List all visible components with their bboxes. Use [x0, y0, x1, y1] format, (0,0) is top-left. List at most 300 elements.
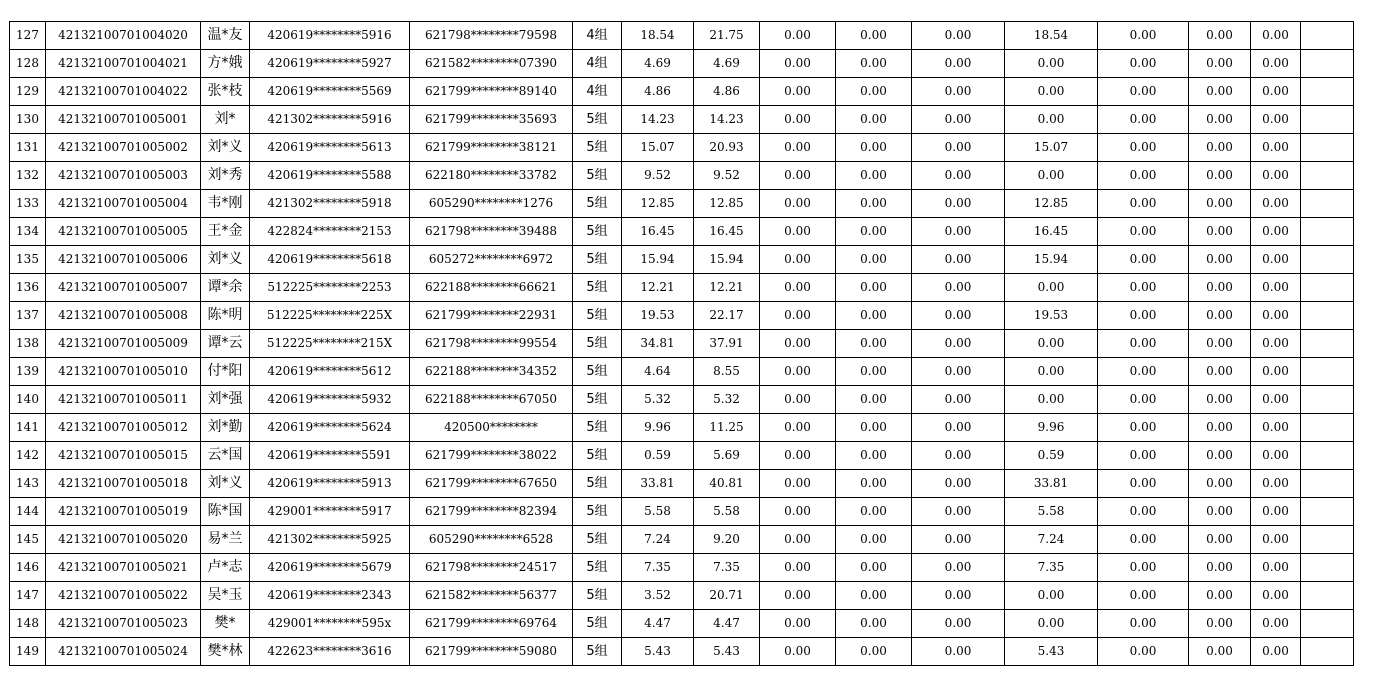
cell-index: 128	[10, 50, 46, 78]
cell-amount-8: 0.00	[1189, 442, 1251, 470]
cell-amount-1: 15.94	[622, 246, 694, 274]
cell-index: 135	[10, 246, 46, 274]
cell-index: 137	[10, 302, 46, 330]
cell-amount-5: 0.00	[912, 134, 1005, 162]
cell-amount-7: 0.00	[1098, 190, 1189, 218]
cell-group: 5组	[573, 218, 622, 246]
cell-amount-9: 0.00	[1251, 106, 1301, 134]
cell-blank	[1301, 386, 1354, 414]
cell-amount-1: 9.96	[622, 414, 694, 442]
table-row	[10, 554, 1354, 582]
cell-amount-1: 7.24	[622, 526, 694, 554]
cell-bank-account: 621798********24517	[410, 554, 573, 582]
table-row	[10, 302, 1354, 330]
cell-index: 140	[10, 386, 46, 414]
cell-amount-4: 0.00	[836, 22, 912, 50]
cell-id-number: 512225********225X	[250, 302, 410, 330]
cell-index: 131	[10, 134, 46, 162]
cell-household-id: 42132100701005020	[46, 526, 201, 554]
cell-index: 139	[10, 358, 46, 386]
cell-amount-6: 18.54	[1005, 22, 1098, 50]
cell-amount-5: 0.00	[912, 414, 1005, 442]
cell-id-number: 421302********5925	[250, 526, 410, 554]
cell-group: 5组	[573, 302, 622, 330]
cell-amount-2: 12.21	[694, 274, 760, 302]
cell-amount-8: 0.00	[1189, 386, 1251, 414]
cell-name: 刘*	[201, 106, 250, 134]
cell-blank	[1301, 218, 1354, 246]
cell-id-number: 422623********3616	[250, 638, 410, 666]
cell-group: 5组	[573, 414, 622, 442]
cell-amount-7: 0.00	[1098, 106, 1189, 134]
cell-name: 刘*秀	[201, 162, 250, 190]
data-table	[9, 21, 1354, 666]
cell-amount-5: 0.00	[912, 302, 1005, 330]
cell-bank-account: 420500********	[410, 414, 573, 442]
cell-amount-3: 0.00	[760, 386, 836, 414]
cell-amount-7: 0.00	[1098, 218, 1189, 246]
cell-amount-8: 0.00	[1189, 22, 1251, 50]
cell-amount-7: 0.00	[1098, 78, 1189, 106]
cell-amount-3: 0.00	[760, 330, 836, 358]
table-row	[10, 190, 1354, 218]
cell-group: 5组	[573, 526, 622, 554]
cell-blank	[1301, 78, 1354, 106]
cell-name: 樊*	[201, 610, 250, 638]
table-row	[10, 442, 1354, 470]
cell-amount-5: 0.00	[912, 526, 1005, 554]
cell-amount-7: 0.00	[1098, 22, 1189, 50]
cell-bank-account: 605290********6528	[410, 526, 573, 554]
cell-amount-8: 0.00	[1189, 638, 1251, 666]
cell-amount-5: 0.00	[912, 330, 1005, 358]
cell-blank	[1301, 610, 1354, 638]
cell-amount-6: 7.24	[1005, 526, 1098, 554]
cell-amount-3: 0.00	[760, 526, 836, 554]
cell-blank	[1301, 134, 1354, 162]
table-row	[10, 414, 1354, 442]
cell-household-id: 42132100701005018	[46, 470, 201, 498]
cell-amount-1: 7.35	[622, 554, 694, 582]
cell-group: 5组	[573, 470, 622, 498]
cell-index: 138	[10, 330, 46, 358]
cell-amount-9: 0.00	[1251, 246, 1301, 274]
cell-amount-7: 0.00	[1098, 358, 1189, 386]
cell-blank	[1301, 302, 1354, 330]
table-row	[10, 106, 1354, 134]
cell-id-number: 422824********2153	[250, 218, 410, 246]
cell-name: 刘*义	[201, 246, 250, 274]
cell-group: 5组	[573, 498, 622, 526]
cell-amount-7: 0.00	[1098, 526, 1189, 554]
cell-amount-7: 0.00	[1098, 470, 1189, 498]
cell-amount-6: 7.35	[1005, 554, 1098, 582]
cell-amount-4: 0.00	[836, 386, 912, 414]
cell-blank	[1301, 638, 1354, 666]
cell-amount-4: 0.00	[836, 330, 912, 358]
cell-group: 5组	[573, 610, 622, 638]
table-row	[10, 22, 1354, 50]
cell-id-number: 421302********5916	[250, 106, 410, 134]
cell-amount-5: 0.00	[912, 50, 1005, 78]
cell-amount-2: 4.69	[694, 50, 760, 78]
cell-name: 刘*义	[201, 470, 250, 498]
cell-bank-account: 621798********79598	[410, 22, 573, 50]
cell-amount-6: 0.00	[1005, 610, 1098, 638]
cell-amount-1: 5.43	[622, 638, 694, 666]
cell-amount-9: 0.00	[1251, 22, 1301, 50]
cell-amount-2: 20.93	[694, 134, 760, 162]
cell-amount-7: 0.00	[1098, 442, 1189, 470]
cell-amount-8: 0.00	[1189, 190, 1251, 218]
cell-amount-7: 0.00	[1098, 610, 1189, 638]
cell-amount-6: 16.45	[1005, 218, 1098, 246]
cell-bank-account: 621799********35693	[410, 106, 573, 134]
cell-amount-3: 0.00	[760, 554, 836, 582]
cell-id-number: 420619********5588	[250, 162, 410, 190]
cell-bank-account: 621799********59080	[410, 638, 573, 666]
cell-amount-8: 0.00	[1189, 78, 1251, 106]
cell-blank	[1301, 106, 1354, 134]
cell-amount-4: 0.00	[836, 78, 912, 106]
cell-group: 5组	[573, 638, 622, 666]
cell-blank	[1301, 274, 1354, 302]
cell-blank	[1301, 190, 1354, 218]
cell-amount-2: 21.75	[694, 22, 760, 50]
cell-household-id: 42132100701005001	[46, 106, 201, 134]
cell-name: 刘*强	[201, 386, 250, 414]
cell-id-number: 420619********5569	[250, 78, 410, 106]
cell-amount-9: 0.00	[1251, 78, 1301, 106]
cell-name: 陈*国	[201, 498, 250, 526]
cell-group: 4组	[573, 22, 622, 50]
cell-id-number: 429001********5917	[250, 498, 410, 526]
cell-amount-5: 0.00	[912, 470, 1005, 498]
cell-group: 5组	[573, 330, 622, 358]
cell-amount-1: 19.53	[622, 302, 694, 330]
cell-group: 4组	[573, 50, 622, 78]
cell-index: 148	[10, 610, 46, 638]
cell-amount-8: 0.00	[1189, 610, 1251, 638]
cell-amount-7: 0.00	[1098, 330, 1189, 358]
cell-amount-3: 0.00	[760, 162, 836, 190]
cell-blank	[1301, 358, 1354, 386]
cell-amount-5: 0.00	[912, 190, 1005, 218]
cell-amount-1: 15.07	[622, 134, 694, 162]
cell-amount-1: 4.64	[622, 358, 694, 386]
cell-blank	[1301, 498, 1354, 526]
cell-amount-2: 5.69	[694, 442, 760, 470]
cell-amount-1: 12.21	[622, 274, 694, 302]
cell-amount-5: 0.00	[912, 610, 1005, 638]
table-row	[10, 50, 1354, 78]
cell-amount-3: 0.00	[760, 246, 836, 274]
cell-amount-2: 9.52	[694, 162, 760, 190]
cell-bank-account: 621799********89140	[410, 78, 573, 106]
cell-amount-9: 0.00	[1251, 358, 1301, 386]
cell-name: 谭*云	[201, 330, 250, 358]
cell-amount-7: 0.00	[1098, 414, 1189, 442]
cell-amount-2: 22.17	[694, 302, 760, 330]
cell-amount-2: 5.43	[694, 638, 760, 666]
cell-amount-2: 12.85	[694, 190, 760, 218]
cell-index: 145	[10, 526, 46, 554]
cell-blank	[1301, 22, 1354, 50]
cell-blank	[1301, 526, 1354, 554]
cell-amount-3: 0.00	[760, 134, 836, 162]
cell-group: 5组	[573, 162, 622, 190]
cell-household-id: 42132100701005019	[46, 498, 201, 526]
cell-amount-9: 0.00	[1251, 218, 1301, 246]
cell-blank	[1301, 330, 1354, 358]
cell-amount-2: 37.91	[694, 330, 760, 358]
cell-amount-6: 0.00	[1005, 106, 1098, 134]
cell-amount-3: 0.00	[760, 50, 836, 78]
cell-amount-7: 0.00	[1098, 246, 1189, 274]
cell-bank-account: 621799********22931	[410, 302, 573, 330]
cell-name: 王*金	[201, 218, 250, 246]
cell-bank-account: 621582********56377	[410, 582, 573, 610]
cell-amount-4: 0.00	[836, 582, 912, 610]
table-row	[10, 274, 1354, 302]
cell-amount-4: 0.00	[836, 414, 912, 442]
cell-id-number: 420619********5932	[250, 386, 410, 414]
cell-index: 142	[10, 442, 46, 470]
cell-amount-9: 0.00	[1251, 470, 1301, 498]
cell-bank-account: 621798********39488	[410, 218, 573, 246]
cell-blank	[1301, 414, 1354, 442]
cell-bank-account: 621799********38022	[410, 442, 573, 470]
spreadsheet-page	[9, 21, 1354, 666]
cell-amount-3: 0.00	[760, 274, 836, 302]
cell-name: 付*阳	[201, 358, 250, 386]
cell-bank-account: 621799********82394	[410, 498, 573, 526]
cell-amount-4: 0.00	[836, 134, 912, 162]
cell-bank-account: 621582********07390	[410, 50, 573, 78]
table-row	[10, 78, 1354, 106]
cell-id-number: 420619********5916	[250, 22, 410, 50]
cell-amount-8: 0.00	[1189, 526, 1251, 554]
cell-amount-3: 0.00	[760, 78, 836, 106]
cell-amount-3: 0.00	[760, 106, 836, 134]
cell-id-number: 420619********5624	[250, 414, 410, 442]
cell-group: 5组	[573, 358, 622, 386]
cell-amount-4: 0.00	[836, 526, 912, 554]
cell-amount-2: 15.94	[694, 246, 760, 274]
cell-household-id: 42132100701005015	[46, 442, 201, 470]
cell-index: 133	[10, 190, 46, 218]
cell-amount-9: 0.00	[1251, 554, 1301, 582]
cell-amount-9: 0.00	[1251, 638, 1301, 666]
cell-amount-5: 0.00	[912, 386, 1005, 414]
cell-amount-4: 0.00	[836, 162, 912, 190]
table-row	[10, 526, 1354, 554]
cell-index: 141	[10, 414, 46, 442]
cell-amount-2: 5.32	[694, 386, 760, 414]
cell-index: 134	[10, 218, 46, 246]
cell-amount-8: 0.00	[1189, 106, 1251, 134]
cell-index: 127	[10, 22, 46, 50]
cell-blank	[1301, 554, 1354, 582]
cell-id-number: 512225********2253	[250, 274, 410, 302]
cell-amount-6: 33.81	[1005, 470, 1098, 498]
cell-household-id: 42132100701005007	[46, 274, 201, 302]
cell-household-id: 42132100701005022	[46, 582, 201, 610]
table-row	[10, 162, 1354, 190]
cell-amount-1: 33.81	[622, 470, 694, 498]
table-row	[10, 498, 1354, 526]
cell-index: 130	[10, 106, 46, 134]
cell-amount-1: 9.52	[622, 162, 694, 190]
cell-group: 5组	[573, 106, 622, 134]
cell-amount-9: 0.00	[1251, 582, 1301, 610]
cell-amount-7: 0.00	[1098, 498, 1189, 526]
cell-amount-4: 0.00	[836, 554, 912, 582]
cell-amount-7: 0.00	[1098, 638, 1189, 666]
cell-index: 146	[10, 554, 46, 582]
cell-index: 144	[10, 498, 46, 526]
cell-bank-account: 622180********33782	[410, 162, 573, 190]
cell-household-id: 42132100701004022	[46, 78, 201, 106]
cell-amount-6: 0.00	[1005, 386, 1098, 414]
table-row	[10, 470, 1354, 498]
cell-group: 5组	[573, 274, 622, 302]
cell-amount-1: 0.59	[622, 442, 694, 470]
cell-amount-7: 0.00	[1098, 386, 1189, 414]
cell-household-id: 42132100701005010	[46, 358, 201, 386]
cell-amount-3: 0.00	[760, 190, 836, 218]
cell-amount-5: 0.00	[912, 638, 1005, 666]
cell-group: 5组	[573, 582, 622, 610]
cell-amount-6: 0.00	[1005, 358, 1098, 386]
cell-amount-1: 16.45	[622, 218, 694, 246]
cell-amount-2: 5.58	[694, 498, 760, 526]
cell-amount-9: 0.00	[1251, 498, 1301, 526]
cell-amount-2: 4.86	[694, 78, 760, 106]
cell-amount-1: 34.81	[622, 330, 694, 358]
cell-amount-9: 0.00	[1251, 134, 1301, 162]
cell-blank	[1301, 582, 1354, 610]
cell-amount-9: 0.00	[1251, 162, 1301, 190]
cell-id-number: 420619********5618	[250, 246, 410, 274]
cell-name: 云*国	[201, 442, 250, 470]
cell-household-id: 42132100701005024	[46, 638, 201, 666]
cell-amount-7: 0.00	[1098, 582, 1189, 610]
cell-amount-2: 16.45	[694, 218, 760, 246]
cell-amount-9: 0.00	[1251, 330, 1301, 358]
cell-bank-account: 621798********99554	[410, 330, 573, 358]
cell-amount-3: 0.00	[760, 498, 836, 526]
table-row	[10, 386, 1354, 414]
cell-index: 147	[10, 582, 46, 610]
cell-amount-5: 0.00	[912, 218, 1005, 246]
cell-amount-9: 0.00	[1251, 526, 1301, 554]
cell-name: 温*友	[201, 22, 250, 50]
cell-amount-4: 0.00	[836, 358, 912, 386]
cell-amount-3: 0.00	[760, 470, 836, 498]
cell-group: 5组	[573, 386, 622, 414]
cell-household-id: 42132100701005012	[46, 414, 201, 442]
cell-amount-1: 4.47	[622, 610, 694, 638]
cell-amount-2: 4.47	[694, 610, 760, 638]
cell-group: 5组	[573, 134, 622, 162]
cell-amount-5: 0.00	[912, 246, 1005, 274]
table-row	[10, 246, 1354, 274]
cell-amount-7: 0.00	[1098, 554, 1189, 582]
cell-id-number: 420619********5927	[250, 50, 410, 78]
cell-group: 5组	[573, 554, 622, 582]
cell-amount-5: 0.00	[912, 554, 1005, 582]
cell-household-id: 42132100701005021	[46, 554, 201, 582]
cell-amount-3: 0.00	[760, 442, 836, 470]
cell-blank	[1301, 246, 1354, 274]
table-row	[10, 638, 1354, 666]
cell-household-id: 42132100701005004	[46, 190, 201, 218]
cell-index: 136	[10, 274, 46, 302]
cell-amount-7: 0.00	[1098, 134, 1189, 162]
cell-amount-5: 0.00	[912, 358, 1005, 386]
cell-amount-9: 0.00	[1251, 190, 1301, 218]
cell-amount-8: 0.00	[1189, 246, 1251, 274]
cell-amount-3: 0.00	[760, 22, 836, 50]
cell-household-id: 42132100701005006	[46, 246, 201, 274]
table-row	[10, 358, 1354, 386]
cell-amount-4: 0.00	[836, 302, 912, 330]
cell-id-number: 420619********5679	[250, 554, 410, 582]
cell-household-id: 42132100701005023	[46, 610, 201, 638]
cell-amount-5: 0.00	[912, 106, 1005, 134]
cell-amount-1: 12.85	[622, 190, 694, 218]
cell-amount-9: 0.00	[1251, 50, 1301, 78]
cell-amount-6: 0.00	[1005, 162, 1098, 190]
cell-amount-3: 0.00	[760, 582, 836, 610]
cell-amount-6: 0.00	[1005, 582, 1098, 610]
cell-blank	[1301, 162, 1354, 190]
cell-amount-6: 19.53	[1005, 302, 1098, 330]
cell-bank-account: 605272********6972	[410, 246, 573, 274]
cell-id-number: 420619********5913	[250, 470, 410, 498]
cell-amount-6: 0.00	[1005, 274, 1098, 302]
cell-group: 5组	[573, 442, 622, 470]
cell-amount-6: 9.96	[1005, 414, 1098, 442]
cell-amount-2: 11.25	[694, 414, 760, 442]
cell-amount-1: 3.52	[622, 582, 694, 610]
cell-bank-account: 622188********34352	[410, 358, 573, 386]
cell-amount-3: 0.00	[760, 358, 836, 386]
cell-name: 樊*林	[201, 638, 250, 666]
cell-amount-6: 0.59	[1005, 442, 1098, 470]
cell-amount-5: 0.00	[912, 582, 1005, 610]
cell-amount-1: 5.58	[622, 498, 694, 526]
cell-index: 143	[10, 470, 46, 498]
cell-amount-4: 0.00	[836, 246, 912, 274]
cell-household-id: 42132100701004020	[46, 22, 201, 50]
cell-amount-2: 8.55	[694, 358, 760, 386]
cell-amount-5: 0.00	[912, 498, 1005, 526]
cell-amount-2: 7.35	[694, 554, 760, 582]
cell-name: 韦*刚	[201, 190, 250, 218]
cell-amount-6: 5.43	[1005, 638, 1098, 666]
cell-amount-1: 18.54	[622, 22, 694, 50]
cell-amount-8: 0.00	[1189, 498, 1251, 526]
cell-group: 5组	[573, 190, 622, 218]
cell-id-number: 421302********5918	[250, 190, 410, 218]
cell-amount-8: 0.00	[1189, 330, 1251, 358]
cell-amount-6: 0.00	[1005, 50, 1098, 78]
cell-amount-4: 0.00	[836, 638, 912, 666]
cell-amount-5: 0.00	[912, 162, 1005, 190]
cell-amount-5: 0.00	[912, 274, 1005, 302]
